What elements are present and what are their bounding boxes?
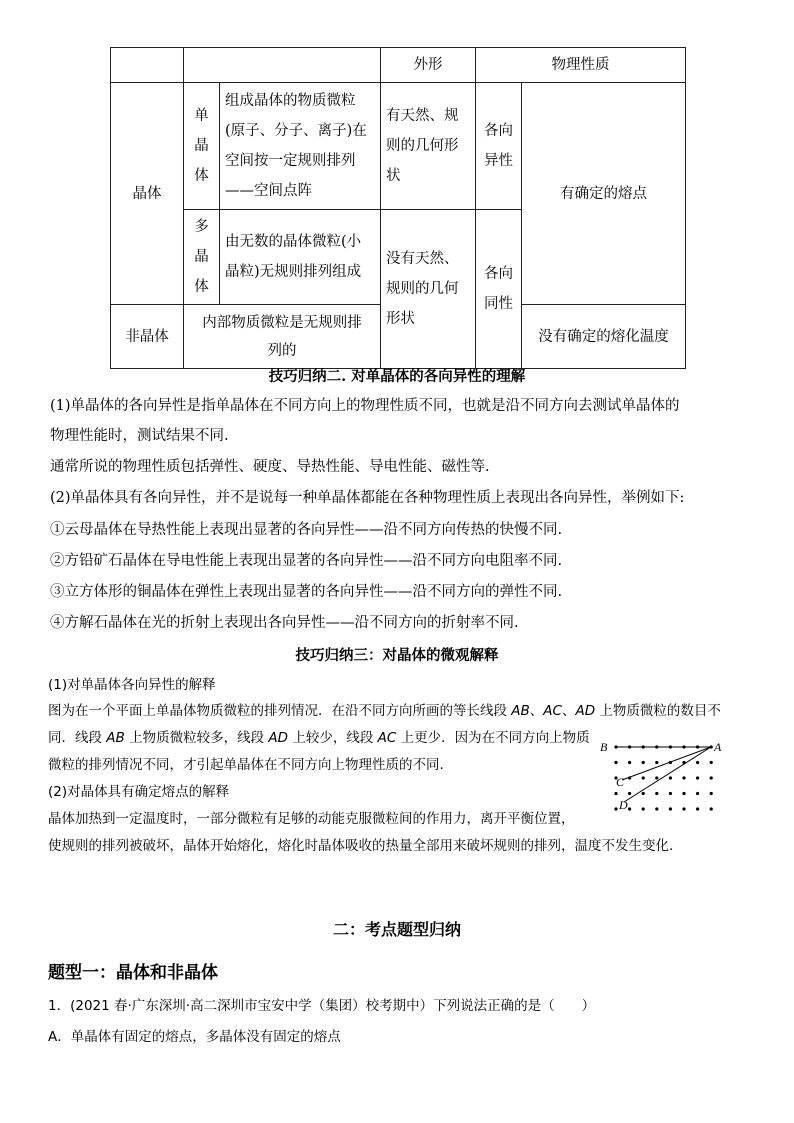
section2-para1a: (1)单晶体的各向异性是指单晶体在不同方向上的物理性质不同，也就是沿不同方向去测试单晶体的 xyxy=(50,398,680,414)
section3-sub1: (1)对单晶体各向异性的解释 xyxy=(48,677,216,693)
section3-line2 xyxy=(48,728,590,748)
lattice-dot xyxy=(642,776,645,779)
lattice-dot xyxy=(655,807,658,810)
cell-poly-crystal xyxy=(184,210,220,305)
lattice-dot xyxy=(682,792,685,795)
lattice-dot xyxy=(696,807,699,810)
section3-line5: 使规则的排列被破坏，晶体开始熔化，熔化时晶体吸收的热量全部用来破坏规则的排列，温度不发生变化. xyxy=(48,838,674,854)
section2-item-2: ②方铅矿石晶体在导电性能上表现出显著的各向异性——沿不同方向电阻率不同. xyxy=(50,553,563,569)
cell-crystal: 晶体 xyxy=(111,83,184,305)
cell-melting-fixed: 有确定的熔点 xyxy=(522,83,686,305)
cell-poly-shape: 没有天然、规则的几何形状 xyxy=(381,210,476,369)
lattice-dot xyxy=(628,792,631,795)
segment-ac: AC xyxy=(377,730,397,746)
question-1-option-a: A．单晶体有固定的熔点，多晶体没有固定的熔点 xyxy=(48,1029,341,1045)
lattice-dot xyxy=(669,807,672,810)
lattice-dot xyxy=(614,792,617,795)
header-physics: 物理性质 xyxy=(476,48,686,83)
lattice-dot xyxy=(655,761,658,764)
section2-para2: 通常所说的物理性质包括弹性、硬度、导热性能、导电性能、磁性等. xyxy=(50,459,490,475)
section3-title: 技巧归纳三：对晶体的微观解释 xyxy=(295,647,499,664)
crystal-lattice-figure xyxy=(598,735,733,815)
section3-sub2: (2)对晶体具有确定熔点的解释 xyxy=(48,784,230,800)
section2-para3: (2)单晶体具有各向异性，并不是说每一种单晶体都能在各种物理性质上表现出各向异性，举例如下: xyxy=(50,490,685,506)
header-shape: 外形 xyxy=(381,48,476,83)
anisotropy-label: 各向 异性 xyxy=(484,123,513,169)
table-row xyxy=(111,48,686,83)
crystal-comparison-table xyxy=(110,47,686,369)
cell-single-shape: 有天然、规则的几何形状 xyxy=(381,83,476,210)
label-b: B xyxy=(600,740,608,754)
label-a: A xyxy=(714,740,722,754)
section2-para1b: 物理性能时，测试结果不同. xyxy=(50,428,229,444)
text-run: 、 xyxy=(529,703,544,719)
lattice-dot xyxy=(655,792,658,795)
text-run: 图为在一个平面上单晶体物质微粒的排列情况．在沿不同方向所画的等长线段 xyxy=(48,703,512,719)
lattice-dot xyxy=(669,792,672,795)
segment-ad: AD xyxy=(268,730,289,746)
text-run: 、 xyxy=(561,703,576,719)
text-run: 上更少．因为在不同方向上物质 xyxy=(396,730,590,746)
text-run: 上物质微粒较多，线段 xyxy=(124,730,269,746)
cell-isotropy xyxy=(476,210,522,369)
lattice-dot xyxy=(628,807,631,810)
cell-melting-none: 没有确定的熔化温度 xyxy=(522,305,686,369)
lattice-dot xyxy=(710,792,713,795)
table-cell-empty xyxy=(184,48,381,83)
lattice-dot xyxy=(696,776,699,779)
section2-item-1: ①云母晶体在导热性能上表现出显著的各向异性——沿不同方向传热的快慢不同. xyxy=(50,522,563,538)
question-1: 1．(2021 春·广东深圳·高二深圳市宝安中学（集团）校考期中）下列说法正确的是（ ） xyxy=(48,998,596,1014)
lattice-dot xyxy=(628,761,631,764)
cell-amorphous: 非晶体 xyxy=(111,305,184,369)
lattice-dot xyxy=(655,776,658,779)
table-cell-empty xyxy=(111,48,184,83)
lattice-dot xyxy=(696,761,699,764)
label-c: C xyxy=(616,775,625,789)
cell-single-desc: 组成晶体的物质微粒(原子、分子、离子)在空间按一定规则排列——空间点阵 xyxy=(220,83,381,210)
lattice-dot xyxy=(710,761,713,764)
cell-anisotropy xyxy=(476,83,522,210)
lattice-dot xyxy=(669,776,672,779)
section2-item-3: ③立方体形的铜晶体在弹性上表现出显著的各向异性——沿不同方向的弹性不同. xyxy=(50,584,563,600)
segment-ad: AD xyxy=(575,703,596,719)
part2-title: 二：考点题型归纳 xyxy=(332,920,461,939)
cell-poly-desc: 由无数的晶体微粒(小晶粒)无规则排列组成 xyxy=(220,210,381,305)
lattice-dot xyxy=(614,807,617,810)
section3-line1 xyxy=(48,701,721,721)
segment-ab: AB xyxy=(106,730,125,746)
section2-item-4: ④方解石晶体在光的折射上表现出各向异性——沿不同方向的折射率不同. xyxy=(50,615,519,631)
cell-single-crystal xyxy=(184,83,220,210)
label-d: D xyxy=(619,798,628,812)
poly-crystal-label: 多 晶 体 xyxy=(194,219,209,295)
section3-line3: 微粒的排列情况不同，才引起单晶体在不同方向上物理性质的不同. xyxy=(48,757,444,773)
lattice-dot xyxy=(696,792,699,795)
section3-line4: 晶体加热到一定温度时，一部分微粒有足够的动能克服微粒间的作用力，离开平衡位置， xyxy=(48,811,575,827)
text-run: 上较少，线段 xyxy=(288,730,378,746)
lattice-dot xyxy=(682,807,685,810)
table-row xyxy=(111,83,686,210)
lattice-dot xyxy=(642,792,645,795)
lattice-dot xyxy=(614,761,617,764)
isotropy-label: 各向 同性 xyxy=(484,266,513,312)
text-run: 同．线段 xyxy=(48,730,107,746)
cell-amorphous-desc: 内部物质微粒是无规则排列的 xyxy=(184,305,381,369)
text-run: 上物质微粒的数目不 xyxy=(595,703,721,719)
type1-heading: 题型一：晶体和非晶体 xyxy=(48,963,218,983)
single-crystal-label: 单 晶 体 xyxy=(194,108,209,184)
lattice-dot xyxy=(642,807,645,810)
lattice-dot xyxy=(682,776,685,779)
lattice-dot xyxy=(710,807,713,810)
lattice-dot xyxy=(710,776,713,779)
segment-ac: AC xyxy=(543,703,562,719)
section2-title: 技巧归纳二. 对单晶体的各向异性的理解 xyxy=(268,368,526,385)
segment-ab: AB xyxy=(511,703,530,719)
lattice-dot xyxy=(642,761,645,764)
